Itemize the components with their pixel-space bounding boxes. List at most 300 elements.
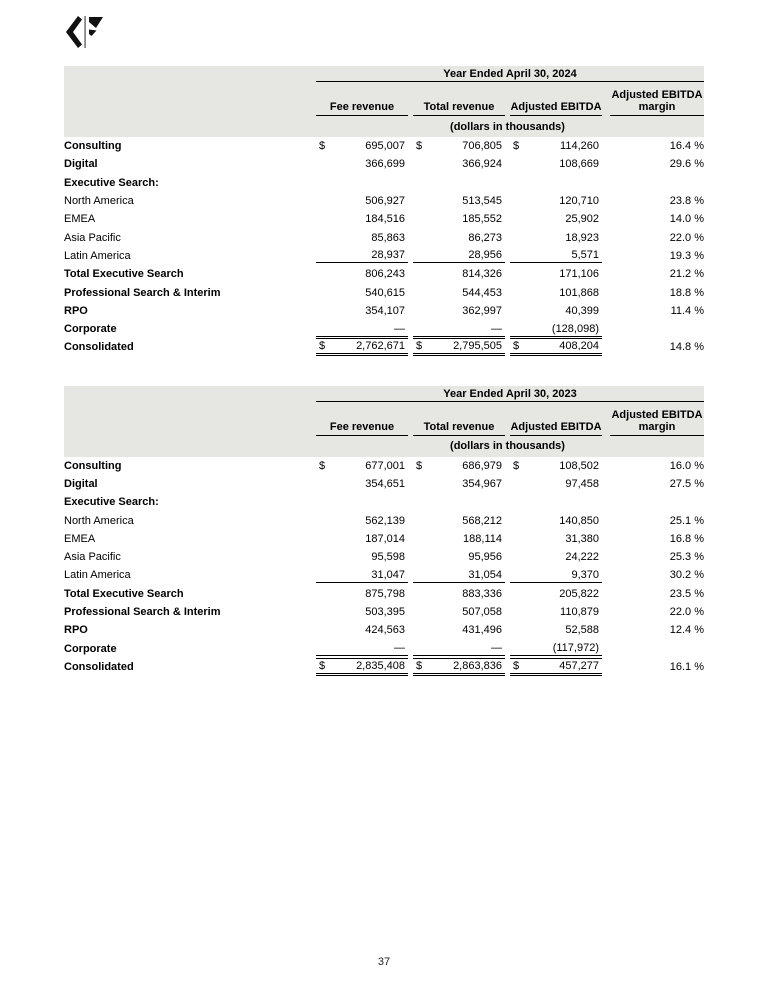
fee-revenue-cell bbox=[311, 585, 408, 603]
dollar-sign bbox=[510, 203, 513, 204]
cell-value: 97,458 bbox=[565, 478, 599, 490]
total-revenue-cell bbox=[408, 338, 505, 356]
fee-revenue-cell bbox=[311, 658, 408, 676]
ebitda-margin-value: 30.2 % bbox=[669, 569, 704, 582]
ebitda-margin-value: 16.4 % bbox=[669, 140, 704, 153]
dollar-sign bbox=[413, 541, 416, 542]
cell-value: 184,516 bbox=[365, 213, 405, 226]
table-row bbox=[64, 603, 704, 621]
ebitda-margin-cell bbox=[602, 302, 704, 320]
row-label-cell: Consolidated bbox=[64, 660, 134, 673]
cell-value: 424,563 bbox=[365, 624, 405, 637]
ebitda-margin-value: 22.0 % bbox=[669, 231, 704, 244]
ebitda-margin-value: 18.8 % bbox=[669, 286, 704, 299]
total-revenue-cell-box bbox=[413, 514, 505, 528]
fee-revenue-cell bbox=[311, 493, 408, 511]
row-label-cell: EMEA bbox=[64, 532, 96, 545]
dollar-sign bbox=[413, 331, 416, 332]
total-revenue-cell-box bbox=[413, 550, 505, 564]
adjusted-ebitda-cell-box bbox=[510, 322, 602, 337]
adjusted-ebitda-cell-box bbox=[510, 139, 602, 153]
adjusted-ebitda-cell bbox=[505, 640, 602, 658]
fee-revenue-cell-box bbox=[316, 514, 408, 528]
dollar-sign bbox=[510, 650, 513, 651]
cell-value: 2,762,671 bbox=[356, 340, 405, 353]
total-revenue-cell bbox=[408, 302, 505, 320]
table-row bbox=[64, 247, 704, 265]
adjusted-ebitda-cell-box bbox=[510, 514, 602, 528]
adjusted-ebitda-cell-box bbox=[510, 248, 602, 263]
total-revenue-cell-box bbox=[413, 658, 505, 676]
ebitda-margin-value: 25.1 % bbox=[669, 514, 704, 527]
dollar-sign bbox=[413, 276, 416, 277]
cell-value: — bbox=[491, 322, 502, 335]
dollar-sign bbox=[413, 559, 416, 560]
ebitda-margin-value: 19.3 % bbox=[669, 249, 704, 262]
column-header-label: Adjusted EBITDA bbox=[510, 82, 602, 116]
dollar-sign bbox=[413, 523, 416, 524]
fee-revenue-cell-box bbox=[316, 623, 408, 637]
dollar-sign bbox=[510, 182, 513, 183]
adjusted-ebitda-cell-box bbox=[510, 658, 602, 676]
dollar-sign: $ bbox=[319, 659, 326, 672]
row-label-cell: Executive Search: bbox=[64, 176, 159, 189]
adjusted-ebitda-cell bbox=[505, 283, 602, 301]
table-row bbox=[64, 192, 704, 210]
adjusted-ebitda-cell bbox=[505, 210, 602, 228]
cell-value: 503,395 bbox=[365, 606, 405, 619]
ebitda-margin-value: 23.5 % bbox=[669, 587, 704, 600]
fee-revenue-cell-box bbox=[316, 550, 408, 564]
ebitda-margin-cell bbox=[602, 566, 704, 584]
page-number: 37 bbox=[377, 956, 391, 968]
adjusted-ebitda-cell-box bbox=[510, 286, 602, 300]
dollar-sign bbox=[510, 257, 513, 258]
adjusted-ebitda-cell bbox=[505, 228, 602, 246]
dollar-sign bbox=[510, 614, 513, 615]
cell-value: 25,902 bbox=[565, 213, 599, 226]
dollar-sign: $ bbox=[319, 140, 326, 153]
dollar-sign: $ bbox=[513, 340, 520, 353]
adjusted-ebitda-cell-box bbox=[510, 212, 602, 226]
cell-value: 188,114 bbox=[463, 532, 502, 545]
cell-value: 354,107 bbox=[365, 304, 405, 317]
fee-revenue-cell-box bbox=[316, 286, 408, 300]
total-revenue-cell-box bbox=[413, 248, 505, 263]
segment-results-table-fy2024 bbox=[64, 66, 704, 357]
dollar-sign bbox=[510, 596, 513, 597]
korn-ferry-kf-monogram-icon bbox=[66, 16, 104, 48]
cell-value: 5,571 bbox=[571, 249, 599, 262]
row-label-cell: Total Executive Search bbox=[64, 587, 184, 600]
row-label-cell: Professional Search & Interim bbox=[64, 286, 221, 299]
units-note-row bbox=[64, 436, 704, 457]
dollar-sign bbox=[510, 523, 513, 524]
dollar-sign bbox=[510, 541, 513, 542]
adjusted-ebitda-cell bbox=[505, 338, 602, 356]
ebitda-margin-cell bbox=[602, 174, 704, 192]
adjusted-ebitda-cell bbox=[505, 302, 602, 320]
dollar-sign bbox=[510, 295, 513, 296]
dollar-sign bbox=[316, 257, 319, 258]
fee-revenue-cell bbox=[311, 192, 408, 210]
dollar-sign bbox=[316, 295, 319, 296]
ebitda-margin-cell bbox=[602, 247, 704, 265]
table-row bbox=[64, 174, 704, 192]
table-row bbox=[64, 302, 704, 320]
ebitda-margin-value: 11.4 % bbox=[670, 304, 704, 317]
fee-revenue-cell-box bbox=[316, 338, 408, 356]
period-title-cell bbox=[311, 66, 704, 82]
fee-revenue-cell-box bbox=[316, 231, 408, 245]
column-header-label: Total revenue bbox=[413, 82, 505, 116]
cell-value: 507,058 bbox=[462, 606, 502, 619]
row-label-cell: Consolidated bbox=[64, 341, 134, 354]
total-revenue-cell bbox=[408, 640, 505, 658]
column-header-cell bbox=[505, 82, 602, 116]
adjusted-ebitda-cell-box bbox=[510, 267, 602, 281]
dollar-sign bbox=[510, 632, 513, 633]
table-row bbox=[64, 137, 704, 155]
cell-value: 686,979 bbox=[462, 459, 502, 472]
column-header-cell bbox=[408, 402, 505, 436]
table-row bbox=[64, 566, 704, 584]
total-revenue-cell bbox=[408, 457, 505, 475]
cell-value: 140,850 bbox=[559, 514, 599, 527]
ebitda-margin-cell bbox=[602, 640, 704, 658]
cell-value: 366,924 bbox=[462, 158, 502, 171]
fee-revenue-cell-box bbox=[316, 605, 408, 619]
dollar-sign bbox=[316, 166, 319, 167]
total-revenue-cell-box bbox=[413, 304, 505, 318]
cell-value: 85,863 bbox=[371, 231, 405, 244]
units-note-cell bbox=[311, 436, 704, 457]
column-header-label: Adjusted EBITDA margin bbox=[610, 402, 704, 436]
fee-revenue-cell bbox=[311, 137, 408, 155]
ebitda-margin-value: 27.5 % bbox=[669, 478, 704, 490]
dollar-sign bbox=[413, 182, 416, 183]
dollar-sign bbox=[413, 240, 416, 241]
ebitda-margin-value: 25.3 % bbox=[669, 551, 704, 564]
dollar-sign bbox=[316, 596, 319, 597]
ebitda-margin-value: 22.0 % bbox=[669, 606, 704, 619]
dollar-sign bbox=[316, 486, 319, 487]
fee-revenue-cell bbox=[311, 265, 408, 283]
ebitda-margin-cell bbox=[602, 320, 704, 338]
row-label-cell: Consulting bbox=[64, 459, 122, 472]
total-revenue-cell-box bbox=[413, 139, 505, 153]
total-revenue-cell bbox=[408, 621, 505, 639]
cell-value: 40,399 bbox=[565, 304, 599, 317]
ebitda-margin-value: 12.4 % bbox=[669, 624, 704, 637]
table-body bbox=[64, 457, 704, 677]
table-row bbox=[64, 210, 704, 228]
fee-revenue-cell-box bbox=[316, 194, 408, 208]
cell-value: — bbox=[394, 642, 405, 655]
cell-value: 883,336 bbox=[462, 587, 502, 600]
row-label-cell: Consulting bbox=[64, 140, 122, 153]
cell-value: 185,552 bbox=[462, 213, 502, 226]
fee-revenue-cell bbox=[311, 228, 408, 246]
adjusted-ebitda-cell bbox=[505, 265, 602, 283]
cell-value: (128,098) bbox=[551, 322, 599, 335]
cell-value: 171,106 bbox=[559, 268, 599, 281]
adjusted-ebitda-cell-box bbox=[510, 304, 602, 318]
column-header-cell bbox=[602, 82, 704, 116]
total-revenue-cell-box bbox=[413, 157, 505, 171]
adjusted-ebitda-cell bbox=[505, 603, 602, 621]
adjusted-ebitda-cell-box bbox=[510, 605, 602, 619]
dollar-sign bbox=[413, 632, 416, 633]
cell-value: 814,326 bbox=[462, 268, 502, 281]
cell-value: 568,212 bbox=[462, 514, 502, 527]
ebitda-margin-cell bbox=[602, 265, 704, 283]
fee-revenue-cell bbox=[311, 603, 408, 621]
cell-value: 101,868 bbox=[559, 286, 599, 299]
fee-revenue-cell bbox=[311, 302, 408, 320]
cell-value: 95,598 bbox=[371, 551, 405, 564]
dollar-sign bbox=[316, 523, 319, 524]
adjusted-ebitda-cell bbox=[505, 493, 602, 511]
dollar-sign bbox=[316, 331, 319, 332]
cell-value: 28,937 bbox=[371, 249, 405, 262]
table-header bbox=[64, 66, 704, 137]
row-label-cell: RPO bbox=[64, 304, 88, 317]
table-row bbox=[64, 640, 704, 658]
dollar-sign: $ bbox=[513, 459, 520, 472]
cell-value: 86,273 bbox=[468, 231, 502, 244]
total-revenue-cell-box bbox=[413, 267, 505, 281]
ebitda-margin-cell bbox=[602, 603, 704, 621]
cell-value: 31,054 bbox=[468, 568, 502, 581]
total-revenue-cell-box bbox=[413, 477, 505, 491]
table-body bbox=[64, 137, 704, 357]
period-title: Year Ended April 30, 2024 bbox=[316, 66, 704, 82]
table-row bbox=[64, 457, 704, 475]
fee-revenue-cell-box bbox=[316, 459, 408, 473]
dollar-sign: $ bbox=[416, 659, 423, 672]
table-row bbox=[64, 548, 704, 566]
cell-value: 2,863,836 bbox=[453, 659, 502, 672]
fee-revenue-cell bbox=[311, 566, 408, 584]
table-row bbox=[64, 511, 704, 529]
dollar-sign bbox=[316, 650, 319, 651]
ebitda-margin-value: 14.8 % bbox=[669, 341, 704, 354]
ebitda-margin-value: 16.1 % bbox=[669, 660, 704, 673]
adjusted-ebitda-cell bbox=[505, 530, 602, 548]
row-label-cell: RPO bbox=[64, 624, 88, 637]
header-spacer-cell bbox=[64, 116, 311, 137]
cell-value: 9,370 bbox=[571, 568, 599, 581]
total-revenue-cell bbox=[408, 155, 505, 173]
adjusted-ebitda-cell-box bbox=[510, 477, 602, 491]
ebitda-margin-cell bbox=[602, 228, 704, 246]
fee-revenue-cell-box bbox=[316, 248, 408, 263]
adjusted-ebitda-cell-box bbox=[510, 568, 602, 583]
column-header-cell bbox=[505, 402, 602, 436]
units-note: (dollars in thousands) bbox=[450, 440, 565, 453]
dollar-sign bbox=[510, 221, 513, 222]
ebitda-margin-value: 14.0 % bbox=[669, 213, 704, 226]
column-header-label: Adjusted EBITDA bbox=[510, 402, 602, 436]
adjusted-ebitda-cell bbox=[505, 585, 602, 603]
cell-value: 31,047 bbox=[371, 568, 405, 581]
column-header-label: Adjusted EBITDA margin bbox=[610, 82, 704, 116]
total-revenue-cell-box bbox=[413, 231, 505, 245]
total-revenue-cell-box bbox=[413, 322, 505, 337]
adjusted-ebitda-cell bbox=[505, 320, 602, 338]
column-header-label: Total revenue bbox=[413, 402, 505, 436]
dollar-sign bbox=[316, 614, 319, 615]
row-label-cell: North America bbox=[64, 195, 134, 208]
adjusted-ebitda-cell bbox=[505, 511, 602, 529]
row-label-cell: Asia Pacific bbox=[64, 231, 121, 244]
total-revenue-cell-box bbox=[413, 194, 505, 208]
fee-revenue-cell bbox=[311, 320, 408, 338]
dollar-sign: $ bbox=[416, 459, 423, 472]
ebitda-margin-cell bbox=[602, 283, 704, 301]
fee-revenue-cell bbox=[311, 174, 408, 192]
dollar-sign bbox=[413, 295, 416, 296]
dollar-sign bbox=[413, 221, 416, 222]
ebitda-margin-cell bbox=[602, 192, 704, 210]
header-spacer-cell bbox=[64, 402, 311, 436]
cell-value: 354,651 bbox=[365, 478, 405, 490]
cell-value: — bbox=[491, 642, 502, 655]
financial-table bbox=[64, 386, 704, 677]
total-revenue-cell bbox=[408, 530, 505, 548]
cell-value: 513,545 bbox=[462, 195, 502, 208]
adjusted-ebitda-cell-box bbox=[510, 231, 602, 245]
segment-results-table-fy2023 bbox=[64, 386, 704, 677]
cell-value: 2,795,505 bbox=[453, 340, 502, 353]
dollar-sign bbox=[510, 559, 513, 560]
ebitda-margin-cell bbox=[602, 338, 704, 356]
total-revenue-cell-box bbox=[413, 212, 505, 226]
table-row bbox=[64, 585, 704, 603]
fee-revenue-cell-box bbox=[316, 267, 408, 281]
cell-value: (117,972) bbox=[552, 642, 599, 655]
fee-revenue-cell bbox=[311, 210, 408, 228]
total-revenue-cell-box bbox=[413, 568, 505, 583]
table-row bbox=[64, 320, 704, 338]
row-label-cell: Corporate bbox=[64, 323, 117, 336]
total-revenue-cell-box bbox=[413, 623, 505, 637]
total-revenue-cell bbox=[408, 475, 505, 493]
adjusted-ebitda-cell bbox=[505, 137, 602, 155]
cell-value: 562,139 bbox=[365, 514, 405, 527]
cell-value: 806,243 bbox=[365, 268, 405, 281]
total-revenue-cell-box bbox=[413, 605, 505, 619]
total-revenue-cell-box bbox=[413, 532, 505, 546]
fee-revenue-cell bbox=[311, 511, 408, 529]
fee-revenue-cell-box bbox=[316, 641, 408, 656]
row-label-cell: Latin America bbox=[64, 249, 131, 262]
cell-value: 18,923 bbox=[565, 231, 599, 244]
dollar-sign bbox=[316, 559, 319, 560]
header-spacer-cell bbox=[64, 436, 311, 457]
ebitda-margin-cell bbox=[602, 155, 704, 173]
adjusted-ebitda-cell bbox=[505, 548, 602, 566]
ebitda-margin-cell bbox=[602, 548, 704, 566]
dollar-sign bbox=[316, 313, 319, 314]
ebitda-margin-value: 29.6 % bbox=[669, 158, 704, 171]
adjusted-ebitda-cell-box bbox=[510, 550, 602, 564]
dollar-sign bbox=[510, 502, 513, 503]
dollar-sign bbox=[413, 577, 416, 578]
column-header-cell bbox=[602, 402, 704, 436]
dollar-sign bbox=[413, 257, 416, 258]
total-revenue-cell-box bbox=[413, 286, 505, 300]
cell-value: 362,997 bbox=[462, 304, 502, 317]
segment-results-tables bbox=[64, 66, 704, 676]
row-label-cell: Corporate bbox=[64, 642, 117, 655]
ebitda-margin-cell bbox=[602, 530, 704, 548]
cell-value: 187,014 bbox=[365, 532, 405, 545]
dollar-sign bbox=[316, 182, 319, 183]
cell-value: 31,380 bbox=[565, 532, 599, 545]
dollar-sign bbox=[316, 632, 319, 633]
cell-value: — bbox=[394, 322, 405, 335]
fee-revenue-cell-box bbox=[316, 532, 408, 546]
total-revenue-cell bbox=[408, 265, 505, 283]
table-row bbox=[64, 493, 704, 511]
table-row bbox=[64, 658, 704, 676]
column-header-label: Fee revenue bbox=[316, 82, 408, 116]
dollar-sign bbox=[413, 166, 416, 167]
column-header-row bbox=[64, 402, 704, 436]
header-spacer-cell bbox=[64, 66, 311, 82]
cell-value: 506,927 bbox=[365, 195, 405, 208]
cell-value: 457,277 bbox=[559, 659, 599, 672]
fee-revenue-cell-box bbox=[316, 139, 408, 153]
total-revenue-cell bbox=[408, 566, 505, 584]
column-header-cell bbox=[311, 402, 408, 436]
fee-revenue-cell-box bbox=[316, 181, 408, 184]
dollar-sign bbox=[510, 577, 513, 578]
fee-revenue-cell bbox=[311, 530, 408, 548]
dollar-sign bbox=[316, 221, 319, 222]
total-revenue-cell bbox=[408, 247, 505, 265]
total-revenue-cell-box bbox=[413, 587, 505, 601]
fee-revenue-cell-box bbox=[316, 501, 408, 504]
table-row bbox=[64, 155, 704, 173]
ebitda-margin-cell bbox=[602, 621, 704, 639]
header-spacer-cell bbox=[64, 386, 311, 402]
cell-value: 52,588 bbox=[565, 624, 599, 637]
cell-value: 2,835,408 bbox=[356, 659, 405, 672]
cell-value: 120,710 bbox=[559, 195, 599, 208]
dollar-sign: $ bbox=[513, 659, 520, 672]
dollar-sign bbox=[413, 650, 416, 651]
adjusted-ebitda-cell-box bbox=[510, 157, 602, 171]
row-label-cell: Asia Pacific bbox=[64, 551, 121, 564]
table-row bbox=[64, 338, 704, 356]
cell-value: 540,615 bbox=[365, 286, 405, 299]
adjusted-ebitda-cell-box bbox=[510, 194, 602, 208]
adjusted-ebitda-cell bbox=[505, 475, 602, 493]
column-header-cell bbox=[408, 82, 505, 116]
header-spacer-cell bbox=[64, 82, 311, 116]
table-row bbox=[64, 228, 704, 246]
table-row bbox=[64, 283, 704, 301]
ebitda-margin-value: 21.2 % bbox=[669, 268, 704, 281]
table-header bbox=[64, 386, 704, 457]
fee-revenue-cell bbox=[311, 640, 408, 658]
total-revenue-cell-box bbox=[413, 338, 505, 356]
total-revenue-cell bbox=[408, 658, 505, 676]
dollar-sign bbox=[510, 486, 513, 487]
